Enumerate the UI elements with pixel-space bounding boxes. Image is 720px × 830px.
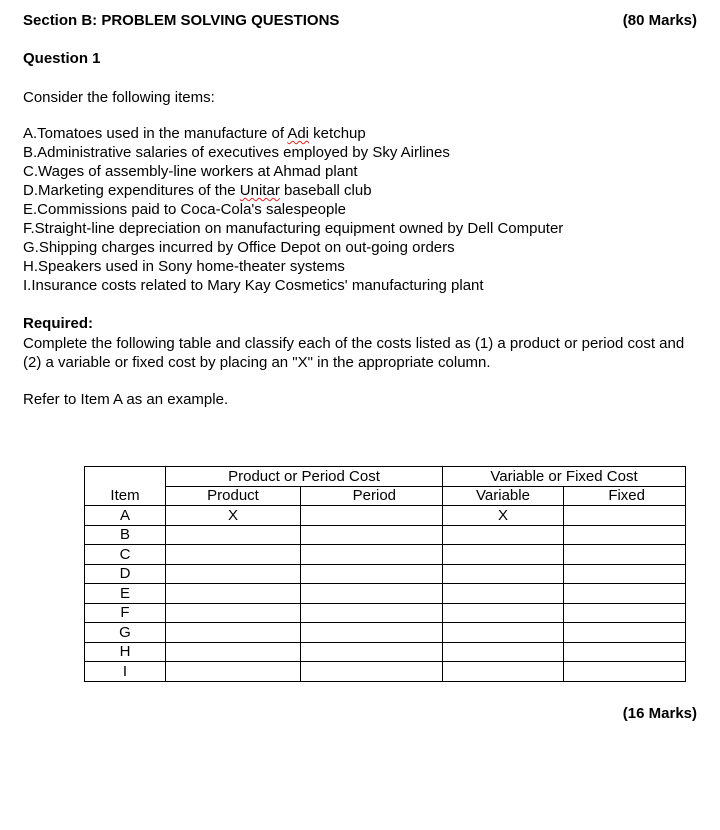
cell-product[interactable] (166, 623, 301, 643)
item-text: F.Straight-line depreciation on manufacturing equipment owned by Dell Computer (23, 220, 564, 237)
cell-item: G (85, 623, 166, 643)
cell-fixed[interactable] (564, 564, 686, 584)
table-row (85, 642, 686, 662)
table-row (85, 584, 686, 604)
table-row (85, 564, 686, 584)
question-intro: Consider the following items: (23, 89, 215, 106)
table-row (85, 603, 686, 623)
question-title: Question 1 (23, 50, 101, 67)
cell-period[interactable] (301, 506, 443, 526)
item-text: I.Insurance costs related to Mary Kay Cosmetics' manufacturing plant (23, 277, 484, 294)
items-list (23, 124, 563, 295)
cell-variable[interactable] (443, 603, 564, 623)
cell-period[interactable] (301, 584, 443, 604)
cell-product[interactable] (166, 662, 301, 682)
item-text: H.Speakers used in Sony home-theater systems (23, 258, 345, 275)
spellcheck-flagged-word: Adi (287, 125, 310, 142)
cell-product[interactable] (166, 525, 301, 545)
spellcheck-flagged-word: Unitar (239, 182, 280, 199)
cell-item: A (85, 506, 166, 526)
cell-fixed[interactable] (564, 525, 686, 545)
table-column-header-row (85, 486, 686, 506)
cell-item: D (85, 564, 166, 584)
cell-period[interactable] (301, 525, 443, 545)
item-text: ketchup (309, 125, 366, 142)
cell-fixed[interactable] (564, 623, 686, 643)
item-text: C.Wages of assembly-line workers at Ahmad plant (23, 163, 358, 180)
question-marks: (16 Marks) (622, 705, 697, 722)
cell-fixed[interactable] (564, 642, 686, 662)
header-empty-cell (85, 467, 166, 487)
list-item (23, 162, 563, 181)
header-fixed: Fixed (564, 486, 686, 506)
refer-text: Refer to Item A as an example. (23, 391, 229, 408)
cell-item: B (85, 525, 166, 545)
cell-item: H (85, 642, 166, 662)
list-item (23, 200, 563, 219)
cell-variable[interactable] (443, 564, 564, 584)
cell-variable[interactable] (443, 642, 564, 662)
cell-variable[interactable] (443, 662, 564, 682)
list-item (23, 124, 563, 143)
cell-item: F (85, 603, 166, 623)
cell-variable[interactable] (443, 545, 564, 565)
table-row (85, 545, 686, 565)
cell-product[interactable] (166, 603, 301, 623)
list-item (23, 276, 563, 295)
cell-variable[interactable]: X (443, 506, 564, 526)
table-row (85, 623, 686, 643)
item-text: baseball club (279, 182, 372, 199)
list-item (23, 238, 563, 257)
cell-product[interactable] (166, 545, 301, 565)
cell-product[interactable] (166, 584, 301, 604)
cell-variable[interactable] (443, 584, 564, 604)
header-item: Item (85, 486, 166, 506)
table-row (85, 525, 686, 545)
cell-item: C (85, 545, 166, 565)
cell-item: I (85, 662, 166, 682)
item-text: G.Shipping charges incurred by Office Depot on out-going orders (23, 239, 455, 256)
cell-fixed[interactable] (564, 545, 686, 565)
cell-product[interactable] (166, 642, 301, 662)
required-text: Complete the following table and classify each of the costs listed as (1) a product or period cost and (2) a variable or fixed cost by placing an "X" in the appropriate column. (23, 335, 685, 371)
header-period: Period (301, 486, 443, 506)
header-product: Product (166, 486, 301, 506)
cell-fixed[interactable] (564, 603, 686, 623)
cell-fixed[interactable] (564, 662, 686, 682)
header-variable-or-fixed: Variable or Fixed Cost (443, 467, 686, 487)
cell-period[interactable] (301, 545, 443, 565)
cell-fixed[interactable] (564, 584, 686, 604)
table-row (85, 662, 686, 682)
header-variable: Variable (443, 486, 564, 506)
item-text: E.Commissions paid to Coca-Cola's salespeople (23, 201, 347, 218)
classification-table (84, 466, 686, 682)
header-product-or-period: Product or Period Cost (166, 467, 443, 487)
list-item (23, 181, 563, 200)
cell-variable[interactable] (443, 525, 564, 545)
item-text: A.Tomatoes used in the manufacture of (23, 125, 288, 142)
item-text: D.Marketing expenditures of the (23, 182, 240, 199)
list-item (23, 143, 563, 162)
cell-period[interactable] (301, 623, 443, 643)
cell-fixed[interactable] (564, 506, 686, 526)
cell-item: E (85, 584, 166, 604)
cell-product[interactable] (166, 564, 301, 584)
item-text: B.Administrative salaries of executives employed by Sky Airlines (23, 144, 450, 161)
cell-product[interactable]: X (166, 506, 301, 526)
required-label: Required: (23, 315, 94, 332)
cell-period[interactable] (301, 564, 443, 584)
cell-period[interactable] (301, 642, 443, 662)
cell-period[interactable] (301, 603, 443, 623)
list-item (23, 219, 563, 238)
table-row (85, 506, 686, 526)
section-marks: (80 Marks) (622, 12, 697, 29)
cell-variable[interactable] (443, 623, 564, 643)
list-item (23, 257, 563, 276)
section-title: Section B: PROBLEM SOLVING QUESTIONS (23, 12, 340, 29)
table-group-header-row (85, 467, 686, 487)
cell-period[interactable] (301, 662, 443, 682)
